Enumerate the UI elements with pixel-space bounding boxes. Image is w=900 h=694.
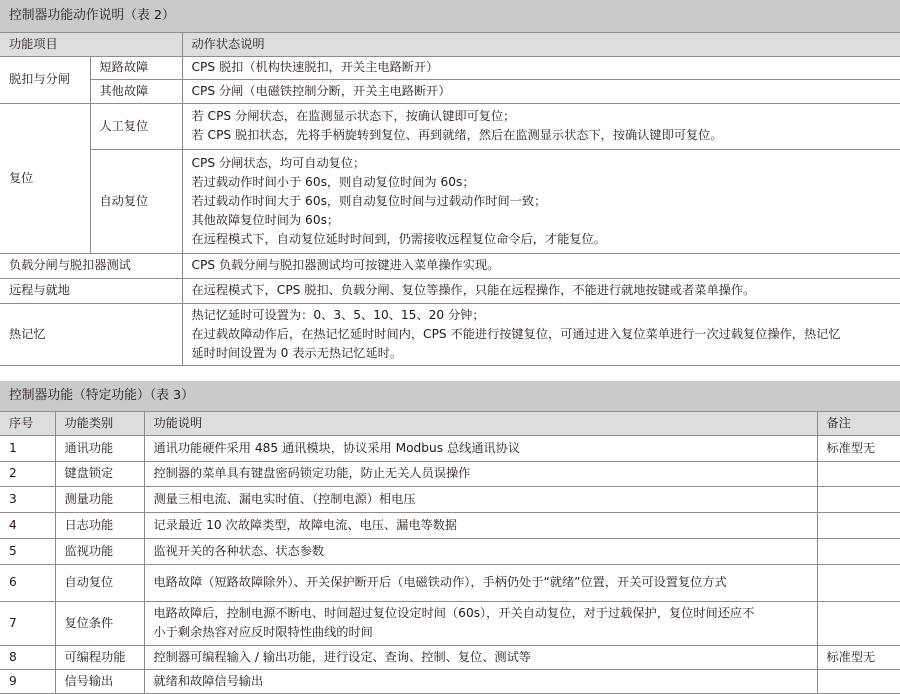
table-row [0, 669, 900, 693]
remote-local-label: 远程与就地 [0, 278, 182, 303]
auto-reset-desc [182, 149, 900, 253]
trip-group-label: 脱扣与分闸 [0, 56, 90, 103]
table-row [0, 538, 900, 564]
table-row [0, 645, 900, 669]
thermal-memory-desc [182, 303, 900, 365]
load-test-label: 负载分闸与脱扣器测试 [0, 253, 182, 278]
thermal-memory-line: 在过载故障动作后，在热记忆延时时间内，CPS 不能进行按键复位，可通过进入复位菜单进行一次过载复位操作，热记忆 [192, 325, 900, 344]
row-number: 1 [0, 435, 55, 461]
row-category: 信号输出 [55, 669, 144, 693]
row-note [817, 512, 900, 538]
row-number: 9 [0, 669, 55, 693]
other-fault-desc: CPS 分闸（电磁铁控制分断，开关主电路断开） [182, 79, 900, 103]
manual-reset-line: 若 CPS 脱扣状态，先将手柄旋转到复位、再到就绪，然后在监测显示状态下，按确认键即可复位。 [192, 126, 900, 145]
thermal-memory-line: 热记忆延时可设置为：0、3、5、10、15、20 分钟； [192, 306, 900, 325]
row-note [817, 669, 900, 693]
row-description: 控制器的菜单具有键盘密码锁定功能，防止无关人员误操作 [144, 461, 817, 486]
row-category: 复位条件 [55, 601, 144, 645]
header-category: 功能类别 [55, 411, 144, 435]
row-description: 记录最近 10 次故障类型，故障电流、电压、漏电等数据 [144, 512, 817, 538]
row-number: 6 [0, 564, 55, 601]
short-circuit-label: 短路故障 [90, 56, 182, 79]
row-note [817, 601, 900, 645]
row-category: 测量功能 [55, 486, 144, 512]
header-function-item: 功能项目 [0, 32, 182, 56]
header-description: 功能说明 [144, 411, 817, 435]
table-row [0, 512, 900, 538]
thermal-memory-label: 热记忆 [0, 303, 182, 365]
auto-reset-line: 其他故障复位时间为 60s； [192, 211, 900, 230]
row-number: 2 [0, 461, 55, 486]
short-circuit-desc: CPS 脱扣（机构快速脱扣，开关主电路断开） [182, 56, 900, 79]
row-category: 可编程功能 [55, 645, 144, 669]
thermal-memory-line: 延时时间设置为 0 表示无热记忆延时。 [192, 344, 900, 363]
manual-reset-label: 人工复位 [90, 103, 182, 149]
table-row [0, 601, 900, 645]
table3-title: 控制器功能（特定功能）（表 3） [0, 381, 900, 411]
manual-reset-line: 若 CPS 分闸状态，在监测显示状态下，按确认键即可复位； [192, 107, 900, 126]
row-number: 7 [0, 601, 55, 645]
row-category: 自动复位 [55, 564, 144, 601]
row-category: 监视功能 [55, 538, 144, 564]
manual-reset-desc [182, 103, 900, 149]
table-row [0, 435, 900, 461]
row-description: 通讯功能硬件采用 485 通讯模块，协议采用 Modbus 总线通讯协议 [144, 435, 817, 461]
row-note [817, 461, 900, 486]
row-number: 8 [0, 645, 55, 669]
row-number: 4 [0, 512, 55, 538]
row-note: 标准型无 [817, 435, 900, 461]
auto-reset-line: CPS 分闸状态，均可自动复位； [192, 154, 900, 173]
row-note: 标准型无 [817, 645, 900, 669]
auto-reset-line: 在远程模式下，自动复位延时时间到，仍需接收远程复位命令后，才能复位。 [192, 230, 900, 249]
controller-specific-functions-table [0, 381, 900, 694]
header-number: 序号 [0, 411, 55, 435]
header-note: 备注 [817, 411, 900, 435]
row-category: 日志功能 [55, 512, 144, 538]
table-row [0, 564, 900, 601]
remote-local-desc: 在远程模式下，CPS 脱扣、负载分闸、复位等操作，只能在远程操作，不能进行就地按键或者菜单操作。 [182, 278, 900, 303]
table-row [0, 486, 900, 512]
row-description: 监视开关的各种状态、状态参数 [144, 538, 817, 564]
row-description: 就绪和故障信号输出 [144, 669, 817, 693]
reset-group-label: 复位 [0, 103, 90, 253]
row-note [817, 538, 900, 564]
table-row [0, 461, 900, 486]
other-fault-label: 其他故障 [90, 79, 182, 103]
row-note [817, 564, 900, 601]
row-number: 5 [0, 538, 55, 564]
row-description-line: 电路故障后，控制电源不断电、时间超过复位设定时间（60s），开关自动复位，对于过载保护，复位时间还应不 [154, 604, 817, 623]
row-number: 3 [0, 486, 55, 512]
table2-title: 控制器功能动作说明（表 2） [0, 0, 900, 32]
auto-reset-label: 自动复位 [90, 149, 182, 253]
row-category: 通讯功能 [55, 435, 144, 461]
row-description: 电路故障（短路故障除外）、开关保护断开后（电磁铁动作），手柄仍处于“就绪”位置，开关可设置复位方式 [144, 564, 817, 601]
row-description [144, 601, 817, 645]
row-category: 键盘锁定 [55, 461, 144, 486]
row-description-line: 小于剩余热容对应反时限特性曲线的时间 [154, 623, 817, 642]
row-description: 控制器可编程输入 / 输出功能，进行设定、查询、控制、复位、测试等 [144, 645, 817, 669]
row-note [817, 486, 900, 512]
load-test-desc: CPS 负载分闸与脱扣器测试均可按键进入菜单操作实现。 [182, 253, 900, 278]
auto-reset-line: 若过载动作时间小于 60s，则自动复位时间为 60s； [192, 173, 900, 192]
auto-reset-line: 若过载动作时间大于 60s，则自动复位时间与过载动作时间一致； [192, 192, 900, 211]
row-description: 测量三相电流、漏电实时值、（控制电源）相电压 [144, 486, 817, 512]
header-action-description: 动作状态说明 [182, 32, 900, 56]
